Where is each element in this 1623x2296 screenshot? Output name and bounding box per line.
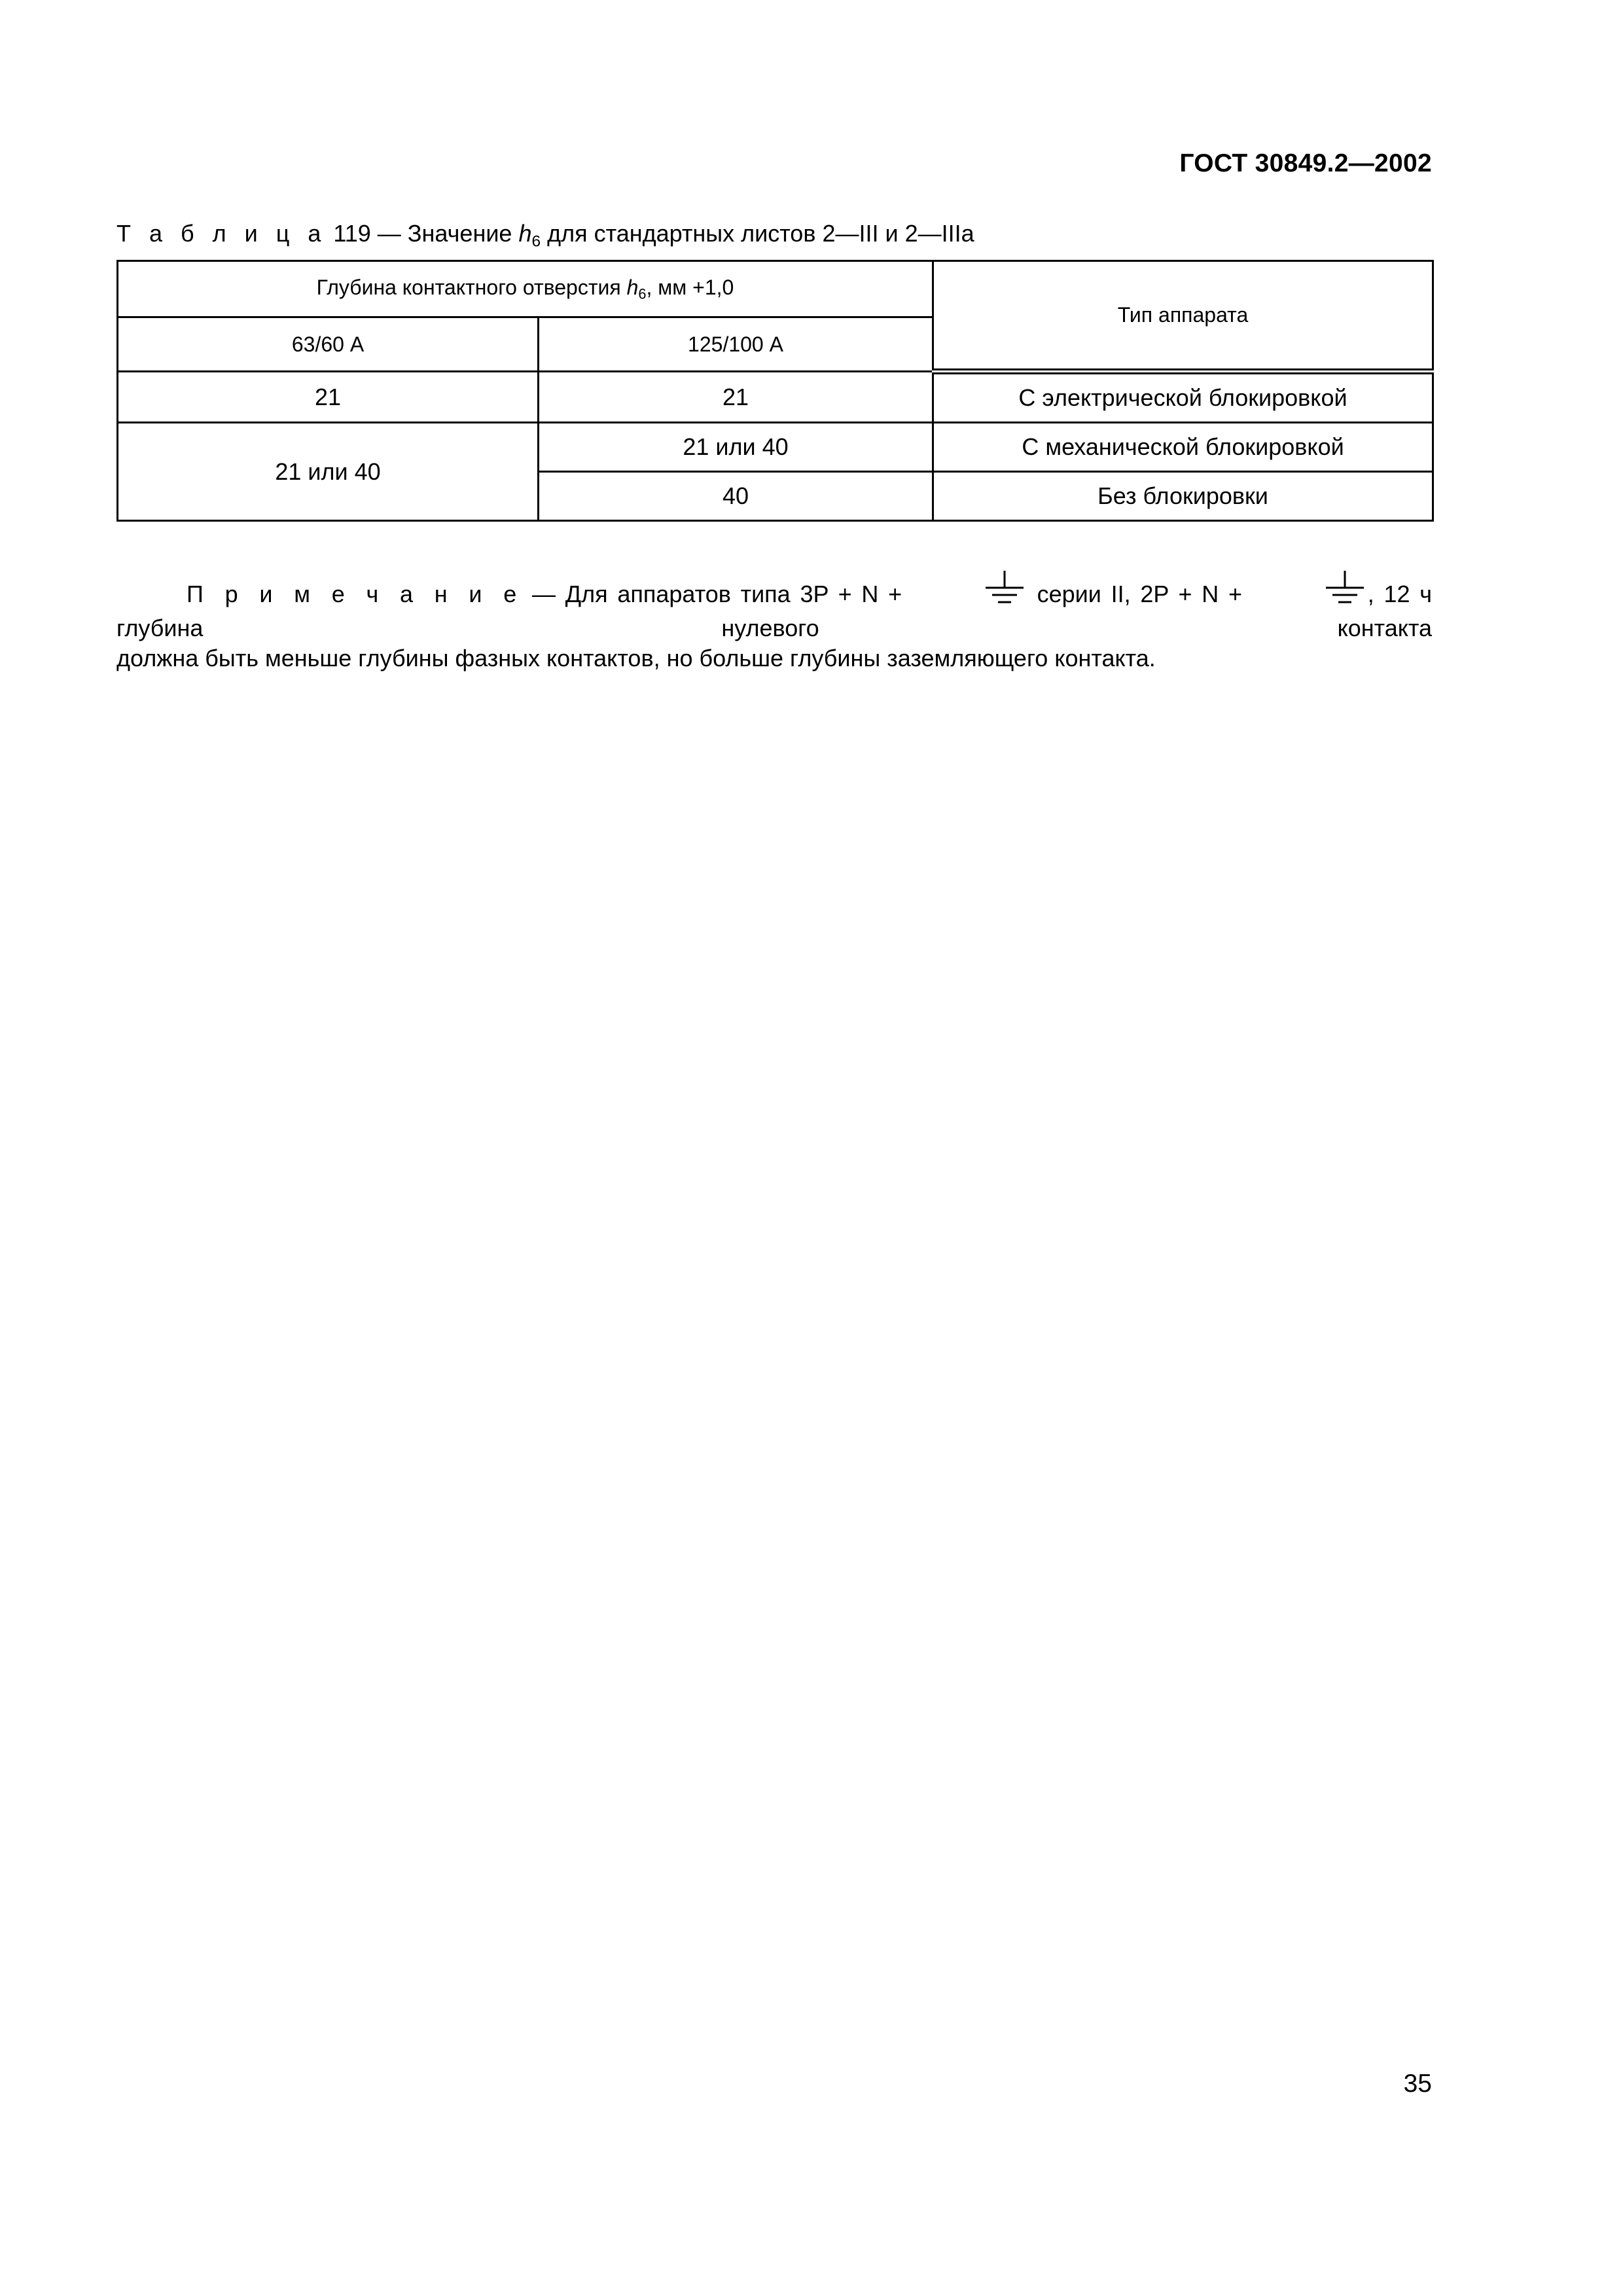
header-type-cell: Тип аппарата [933,261,1433,372]
header-col-63: 63/60 А [118,317,539,372]
page-number: 35 [1403,2070,1432,2098]
document-code: ГОСТ 30849.2—2002 [1179,149,1432,177]
header-depth-variable: h [626,275,639,299]
table-cell-125: 21 или 40 [539,423,933,472]
header-col-125: 125/100 А [539,317,933,372]
ground-symbol-icon [914,569,1025,613]
note-text-4: должна быть меньше глубины фазных контактов, но больше глубины заземляющего контакта. [116,645,1156,672]
table-note [116,569,1432,673]
note-first-line [116,569,1432,643]
note-text-3: , 12 ч глубина нулевого контакта [116,581,1432,641]
table-caption-text-end: для стандартных листов 2—III и 2—IIIa [541,220,974,247]
table-caption-text: 119 — Значение [327,220,519,247]
table-caption-subscript: 6 [531,232,541,251]
table-cell-125: 40 [539,472,933,521]
header-depth-text: Глубина контактного отверстия [316,275,627,299]
table-caption-variable: h [518,220,532,247]
note-label: П р и м е ч а н и е [187,581,523,607]
table-cell-63: 21 или 40 [118,423,539,521]
table-row [118,372,1433,423]
table-cell-type: Без блокировки [933,472,1433,521]
table-cell-type: С механической блокировкой [933,423,1433,472]
note-text-1: — Для аппаратов типа 3P + N + [522,581,912,607]
data-table [116,260,1434,522]
note-text-2: серии II, 2P + N + [1027,581,1252,607]
table-cell-125: 21 [539,372,933,423]
table-row [118,423,1433,472]
header-depth-cell [118,261,933,317]
table-caption [116,220,974,251]
table-container [116,260,1432,522]
table-cell-63: 21 [118,372,539,423]
header-depth-unit: , мм +1,0 [646,275,734,299]
table-cell-type: С электрической блокировкой [933,372,1433,423]
table-caption-label: Т а б л и ц а [116,220,327,247]
ground-symbol-icon [1255,569,1365,613]
table-header-row [118,261,1433,317]
header-depth-subscript: 6 [638,285,647,302]
